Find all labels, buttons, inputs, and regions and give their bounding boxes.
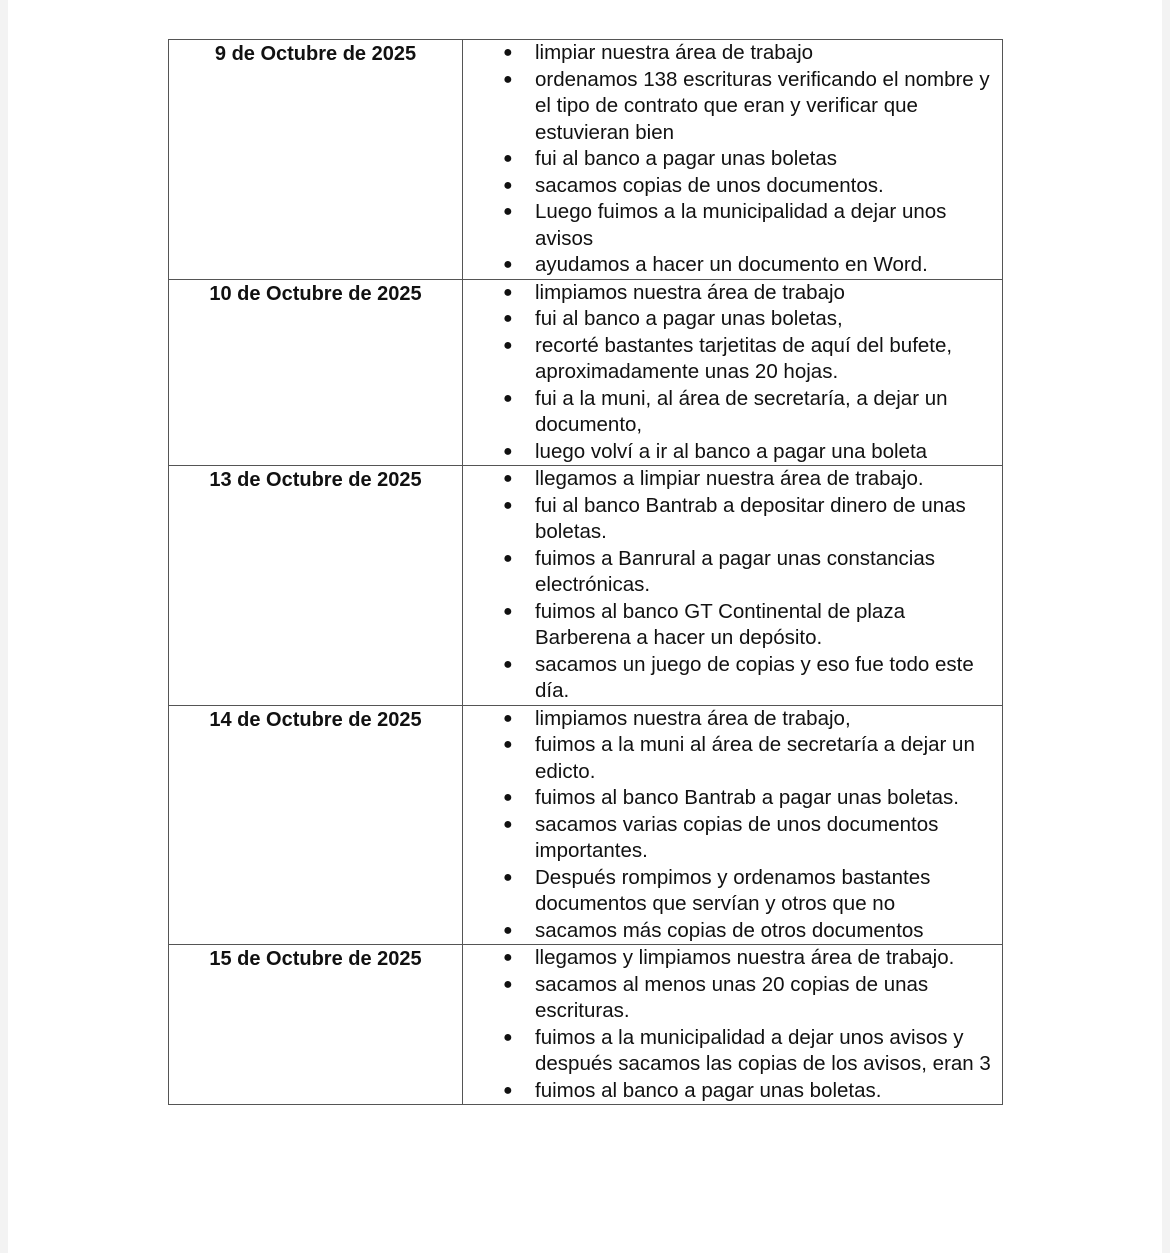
- bullet-icon: ●: [503, 736, 513, 753]
- activity-text: fuimos al banco Bantrab a pagar unas boletas.: [535, 786, 959, 809]
- list-item: [503, 865, 1002, 918]
- list-item: [503, 599, 1002, 652]
- activity-text: fui al banco a pagar unas boletas: [535, 147, 838, 170]
- list-item: [503, 280, 1002, 307]
- entry-date: 9 de Octubre de 2025: [214, 43, 417, 65]
- activity-list: [463, 706, 1002, 945]
- entry-date: 13 de Octubre de 2025: [209, 469, 422, 491]
- activities-cell: [463, 279, 1003, 466]
- bullet-icon: ●: [503, 815, 513, 833]
- list-item: [503, 306, 1002, 333]
- bullet-icon: ●: [503, 310, 513, 327]
- bullet-icon: ●: [503, 256, 513, 273]
- activity-list: [463, 280, 1002, 466]
- activity-text: sacamos al menos unas 20 copias de unas escrituras.: [535, 972, 929, 1022]
- list-item: [503, 972, 1002, 1025]
- bullet-icon: ●: [503, 602, 513, 620]
- activity-text: fuimos al banco GT Continental de plaza Barberena a hacer un depósito.: [535, 599, 905, 649]
- bullet-icon: ●: [503, 709, 513, 727]
- table-row: [169, 279, 1003, 466]
- date-cell: [169, 279, 463, 466]
- activities-cell: [463, 40, 1003, 280]
- list-item: [503, 199, 1002, 252]
- activity-text: fuimos a la muni al área de secretaría a dejar un edicto.: [535, 733, 975, 783]
- list-item: [503, 466, 1002, 493]
- bullet-icon: ●: [503, 1028, 513, 1046]
- list-item: [503, 918, 1002, 945]
- bullet-icon: ●: [503, 203, 513, 220]
- activity-text: ordenamos 138 escrituras verificando el nombre y el tipo de contrato que eran y verificar que estuvieran bien: [535, 67, 990, 144]
- bullet-icon: ●: [503, 283, 513, 301]
- list-item: [503, 173, 1002, 200]
- bullet-icon: ●: [503, 150, 513, 167]
- table-row: [169, 40, 1003, 280]
- entry-date: 14 de Octubre de 2025: [209, 708, 422, 731]
- activities-cell: [463, 945, 1003, 1105]
- activity-text: limpiamos nuestra área de trabajo,: [535, 706, 851, 730]
- bullet-icon: ●: [503, 496, 513, 514]
- date-cell: [169, 466, 463, 706]
- list-item: [503, 1025, 1002, 1078]
- activities-cell: [463, 466, 1003, 706]
- list-item: [503, 706, 1002, 733]
- date-cell: [169, 705, 463, 945]
- activity-text: sacamos más copias de otros documentos: [535, 918, 924, 942]
- bullet-icon: ●: [503, 176, 513, 194]
- activity-log-table: [168, 39, 1003, 1105]
- activity-text: llegamos y limpiamos nuestra área de trabajo.: [535, 946, 955, 969]
- bullet-icon: ●: [503, 336, 513, 354]
- list-item: [503, 386, 1002, 439]
- activity-text: recorté bastantes tarjetitas de aquí del bufete, aproximadamente unas 20 hojas.: [535, 333, 953, 383]
- bullet-icon: ●: [503, 789, 513, 806]
- activity-text: llegamos a limpiar nuestra área de trabajo.: [535, 467, 924, 490]
- entry-date: 15 de Octubre de 2025: [209, 948, 422, 970]
- document-page: [8, 0, 1162, 1253]
- bullet-icon: ●: [503, 389, 513, 407]
- bullet-icon: ●: [503, 868, 513, 886]
- bullet-icon: ●: [503, 442, 513, 460]
- list-item: [503, 439, 1002, 466]
- bullet-icon: ●: [503, 921, 513, 939]
- list-item: [503, 333, 1002, 386]
- activity-text: fui a la muni, al área de secretaría, a dejar un documento,: [535, 386, 948, 436]
- list-item: [503, 146, 1002, 173]
- list-item: [503, 493, 1002, 546]
- activity-text: luego volví a ir al banco a pagar una boleta: [535, 439, 928, 463]
- list-item: [503, 1078, 1002, 1105]
- activity-text: fuimos al banco a pagar unas boletas.: [535, 1078, 882, 1102]
- activity-text: sacamos copias de unos documentos.: [535, 173, 884, 197]
- activity-text: fui al banco a pagar unas boletas,: [535, 307, 843, 330]
- list-item: [503, 732, 1002, 785]
- activities-cell: [463, 705, 1003, 945]
- bullet-icon: ●: [503, 470, 513, 487]
- bullet-icon: ●: [503, 1081, 513, 1099]
- list-item: [503, 785, 1002, 812]
- activity-text: sacamos varias copias de unos documentos importantes.: [535, 812, 939, 862]
- table-row: [169, 705, 1003, 945]
- bullet-icon: ●: [503, 549, 513, 567]
- list-item: [503, 812, 1002, 865]
- bullet-icon: ●: [503, 70, 513, 88]
- list-item: [503, 945, 1002, 972]
- activity-list: [463, 40, 1002, 279]
- list-item: [503, 67, 1002, 147]
- bullet-icon: ●: [503, 655, 513, 673]
- bullet-icon: ●: [503, 975, 513, 993]
- activity-text: Luego fuimos a la municipalidad a dejar unos avisos: [535, 200, 947, 250]
- activity-text: sacamos un juego de copias y eso fue todo este día.: [535, 652, 974, 702]
- list-item: [503, 252, 1002, 279]
- entry-date: 10 de Octubre de 2025: [209, 282, 422, 305]
- activity-text: fui al banco Bantrab a depositar dinero de unas boletas.: [535, 493, 966, 543]
- date-cell: [169, 945, 463, 1105]
- bullet-icon: ●: [503, 44, 513, 61]
- activity-text: limpiamos nuestra área de trabajo: [535, 280, 845, 304]
- activity-list: [463, 945, 1002, 1104]
- activity-text: ayudamos a hacer un documento en Word.: [535, 253, 928, 276]
- table-row: [169, 466, 1003, 706]
- list-item: [503, 652, 1002, 705]
- activity-text: limpiar nuestra área de trabajo: [535, 41, 814, 64]
- activity-list: [463, 466, 1002, 705]
- activity-text: fuimos a Banrural a pagar unas constancias electrónicas.: [535, 546, 935, 596]
- list-item: [503, 546, 1002, 599]
- bullet-icon: ●: [503, 949, 513, 966]
- date-cell: [169, 40, 463, 280]
- table-row: [169, 945, 1003, 1105]
- activity-text: fuimos a la municipalidad a dejar unos avisos y después sacamos las copias de los avisos, eran 3: [535, 1025, 991, 1075]
- list-item: [503, 40, 1002, 67]
- activity-text: Después rompimos y ordenamos bastantes documentos que servían y otros que no: [535, 865, 931, 915]
